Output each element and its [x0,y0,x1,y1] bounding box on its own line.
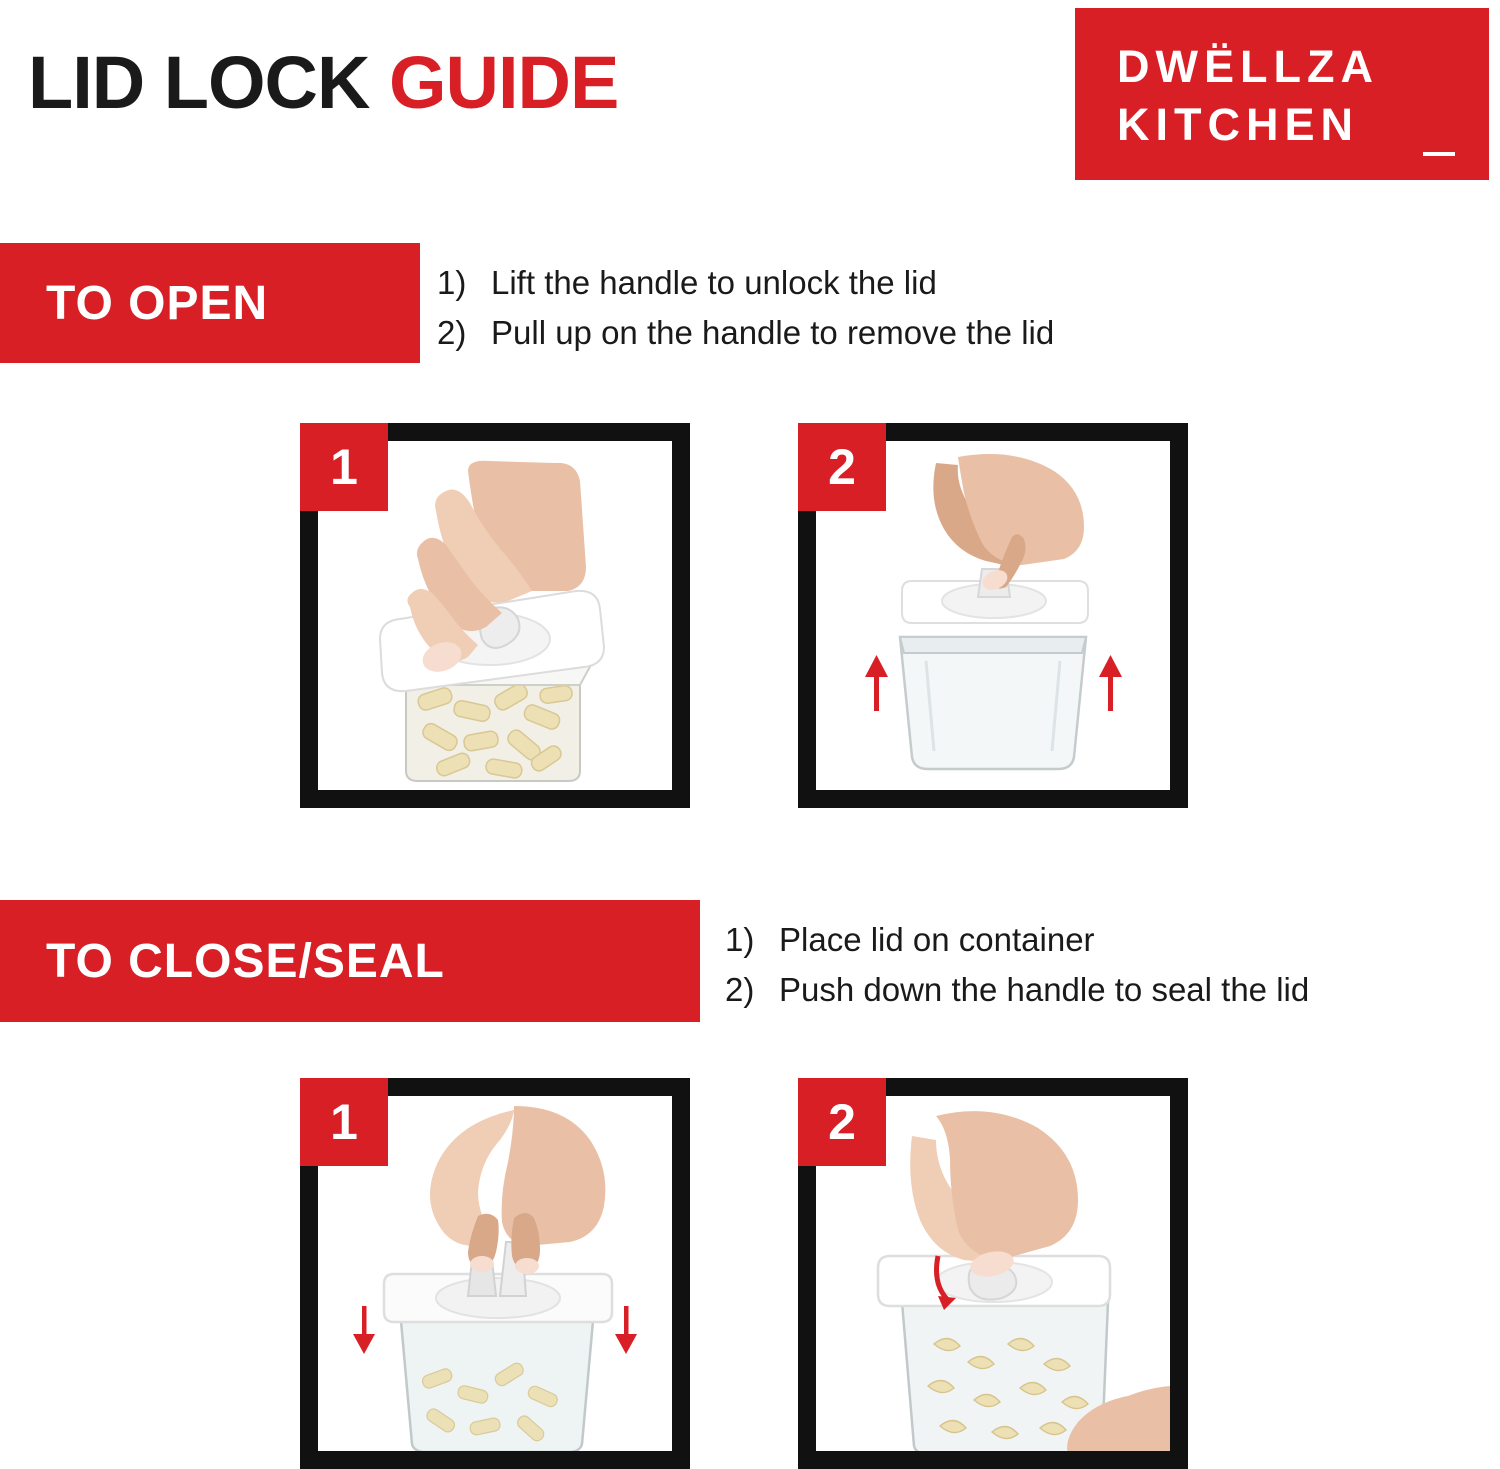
step-text: Push down the handle to seal the lid [779,971,1310,1009]
brand-logo [1075,8,1489,180]
steps-to-open [437,258,1054,358]
step-badge-close-1: 1 [300,1078,388,1166]
section-label-to-open: TO OPEN [0,243,420,363]
step-number: 2) [725,971,755,1009]
step-line [437,308,1054,358]
step-text: Pull up on the handle to remove the lid [491,314,1055,352]
step-number: 2) [437,314,467,352]
step-badge-open-2: 2 [798,423,886,511]
brand-line-2 [1117,96,1455,154]
step-line [725,965,1309,1015]
step-text: Place lid on container [779,921,1095,958]
step-line [725,915,1309,965]
page-title [28,41,619,124]
step-badge-open-1: 1 [300,423,388,511]
page-title-main: LID LOCK [28,41,389,124]
step-number: 1) [437,264,467,301]
step-badge-close-2: 2 [798,1078,886,1166]
brand-underline-decoration [1423,152,1455,156]
step-line [437,258,1054,308]
section-label-to-close-seal: TO CLOSE/SEAL [0,900,700,1022]
brand-line-2-text: KITCHEN [1117,98,1359,150]
brand-line-1: DWËLLZA [1117,41,1379,92]
step-number: 1) [725,921,755,958]
step-text: Lift the handle to unlock the lid [491,264,937,301]
page-title-accent: GUIDE [388,41,619,124]
steps-to-close-seal [725,915,1309,1015]
